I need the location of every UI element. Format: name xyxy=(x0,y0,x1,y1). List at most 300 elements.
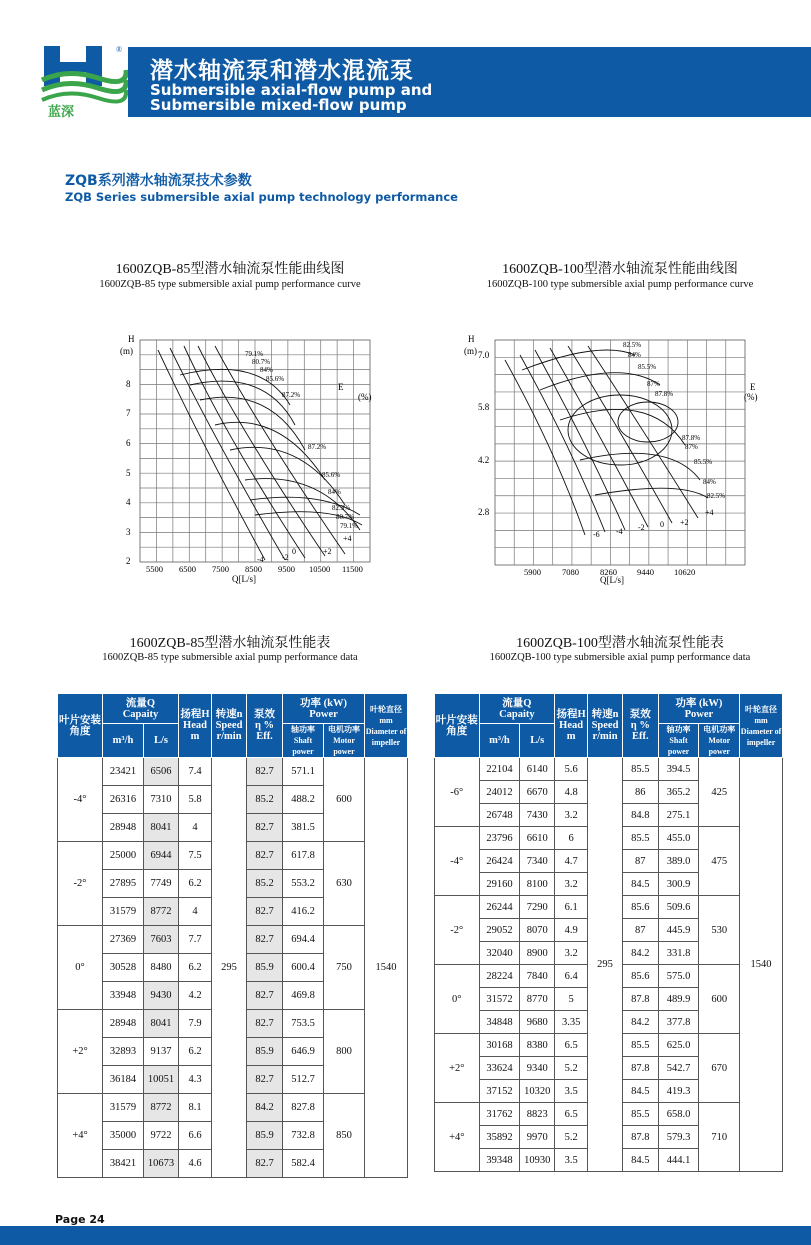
th-power-cn: 功率 (kW) xyxy=(300,697,347,709)
efficiency: 85.2 xyxy=(247,786,283,814)
th-ls: L/s xyxy=(520,724,555,758)
th-head-cn: 扬程H xyxy=(556,709,586,720)
capacity-ls: 10051 xyxy=(144,1066,179,1094)
head: 6.1 xyxy=(555,896,588,919)
table-row xyxy=(435,758,783,781)
shaft-power: 416.2 xyxy=(283,898,324,926)
head: 6.2 xyxy=(179,954,212,982)
chart-right-xlabel: Q[L/s] xyxy=(600,575,624,585)
chart-right-yticks xyxy=(478,350,490,517)
efficiency: 87.8 xyxy=(622,988,658,1011)
angle-label: -2 xyxy=(638,523,645,532)
efficiency: 85.9 xyxy=(247,954,283,982)
capacity-ls: 9137 xyxy=(144,1038,179,1066)
th-capacity-cn: 流量Q xyxy=(125,697,156,709)
capacity-ls: 7340 xyxy=(520,850,555,873)
chart-right-angle-labels xyxy=(593,508,714,539)
y-tick: 4.2 xyxy=(478,455,490,465)
shaft-power: 575.0 xyxy=(658,965,699,988)
shaft-power: 646.9 xyxy=(283,1038,324,1066)
head: 4.7 xyxy=(555,850,588,873)
shaft-power: 509.6 xyxy=(658,896,699,919)
blade-angle: -6° xyxy=(435,758,480,827)
y-tick: 5 xyxy=(126,468,131,478)
th-motor-en: Motor power xyxy=(708,736,731,756)
head: 3.5 xyxy=(555,1080,588,1103)
capacity-m3h: 37152 xyxy=(479,1080,520,1103)
chart-left-elabel-unit: (%) xyxy=(358,392,372,402)
th-eff-sym: η % xyxy=(254,720,275,731)
head: 5.6 xyxy=(555,758,588,781)
shaft-power: 542.7 xyxy=(658,1057,699,1080)
angle-label: -4 xyxy=(616,527,623,536)
shaft-power: 419.3 xyxy=(658,1080,699,1103)
capacity-ls: 7749 xyxy=(144,870,179,898)
motor-power: 670 xyxy=(699,1034,740,1103)
blade-angle: +4° xyxy=(58,1094,103,1178)
x-tick: 5500 xyxy=(146,564,163,574)
head: 7.7 xyxy=(179,926,212,954)
capacity-ls: 8772 xyxy=(144,898,179,926)
th-angle-cn: 叶片安装角度 xyxy=(435,714,478,737)
table-right-title-cn: 1600ZQB-100型潜水轴流泵性能表 xyxy=(516,636,724,651)
eff-label: 84% xyxy=(260,366,273,374)
capacity-ls: 8770 xyxy=(520,988,555,1011)
efficiency: 85.5 xyxy=(622,1103,658,1126)
blade-angle: -2° xyxy=(58,842,103,926)
th-dia-en: Diameter of impeller xyxy=(365,726,407,747)
shaft-power: 331.8 xyxy=(658,942,699,965)
eff-label: 85.6% xyxy=(266,375,285,383)
shaft-power: 617.8 xyxy=(283,842,324,870)
efficiency: 82.7 xyxy=(247,842,283,870)
efficiency: 87 xyxy=(622,850,658,873)
capacity-m3h: 26424 xyxy=(479,850,520,873)
capacity-ls: 8380 xyxy=(520,1034,555,1057)
efficiency: 82.7 xyxy=(247,1010,283,1038)
th-head-en: Head xyxy=(183,720,207,731)
head: 3.2 xyxy=(555,804,588,827)
eff-label: 87% xyxy=(685,443,698,451)
capacity-ls: 7603 xyxy=(144,926,179,954)
eff-label: 80.7% xyxy=(252,358,271,366)
head: 4.2 xyxy=(179,982,212,1010)
blade-angle: -4° xyxy=(435,827,480,896)
th-m3h: m³/h xyxy=(479,724,520,758)
efficiency: 87.8 xyxy=(622,1126,658,1149)
capacity-ls: 8041 xyxy=(144,1010,179,1038)
efficiency: 82.7 xyxy=(247,982,283,1010)
th-shaft-en: Shaft power xyxy=(292,736,314,756)
angle-label: -4 xyxy=(257,555,264,564)
th-eff-cn: 泵效 xyxy=(629,709,651,720)
efficiency: 85.9 xyxy=(247,1038,283,1066)
x-tick: 9440 xyxy=(637,567,654,577)
head: 7.4 xyxy=(179,758,212,786)
x-tick: 8500 xyxy=(245,564,262,574)
shaft-power: 625.0 xyxy=(658,1034,699,1057)
capacity-m3h: 22104 xyxy=(479,758,520,781)
th-dia-en: Diameter of impeller xyxy=(740,726,782,747)
chart-left-title-cn: 1600ZQB-85型潜水轴流泵性能曲线图 xyxy=(115,262,345,277)
head: 5.2 xyxy=(555,1057,588,1080)
head: 5.8 xyxy=(179,786,212,814)
capacity-ls: 8772 xyxy=(144,1094,179,1122)
angle-label: +2 xyxy=(680,518,689,527)
th-ls: L/s xyxy=(144,724,179,758)
motor-power: 750 xyxy=(324,926,365,1010)
th-head-unit: m xyxy=(190,731,200,742)
shaft-power: 389.0 xyxy=(658,850,699,873)
chart-left-xlabel: Q[L/s] xyxy=(232,574,256,584)
x-tick: 8260 xyxy=(600,567,617,577)
eff-label: 87.2% xyxy=(282,391,301,399)
th-dia-cn: 叶轮直径 xyxy=(745,704,778,714)
eff-label: 84% xyxy=(703,478,716,486)
head: 3.5 xyxy=(555,1149,588,1172)
capacity-m3h: 30528 xyxy=(103,954,144,982)
head: 6.5 xyxy=(555,1103,588,1126)
th-capacity-en: Capaity xyxy=(122,708,159,720)
chart-right-title-cn: 1600ZQB-100型潜水轴流泵性能曲线图 xyxy=(502,262,738,277)
shaft-power: 275.1 xyxy=(658,804,699,827)
motor-power: 850 xyxy=(324,1094,365,1178)
angle-label: 0 xyxy=(660,520,664,529)
th-shaft-en: Shaft power xyxy=(667,736,690,756)
efficiency: 84.8 xyxy=(622,804,658,827)
shaft-power: 600.4 xyxy=(283,954,324,982)
y-tick: 5.8 xyxy=(478,402,490,412)
head: 7.9 xyxy=(179,1010,212,1038)
th-motor-cn: 电机功率 xyxy=(703,725,736,734)
efficiency: 87 xyxy=(622,919,658,942)
chart-left-title-en: 1600ZQB-85 type submersible axial pump performance curve xyxy=(99,279,361,290)
capacity-m3h: 30168 xyxy=(479,1034,520,1057)
eff-label: 79.1% xyxy=(245,350,264,358)
th-dia-cn: 叶轮直径 xyxy=(370,704,402,714)
shaft-power: 469.8 xyxy=(283,982,324,1010)
shaft-power: 444.1 xyxy=(658,1149,699,1172)
th-shaft-cn: 轴功率 xyxy=(666,725,691,734)
shaft-power: 582.4 xyxy=(283,1150,324,1178)
eff-label: 79.1% xyxy=(340,522,359,530)
head: 8.1 xyxy=(179,1094,212,1122)
efficiency: 84.5 xyxy=(622,1149,658,1172)
head: 5 xyxy=(555,988,588,1011)
head: 4 xyxy=(179,814,212,842)
efficiency: 82.7 xyxy=(247,926,283,954)
head: 3.35 xyxy=(555,1011,588,1034)
y-tick: 2 xyxy=(126,556,131,566)
shaft-power: 445.9 xyxy=(658,919,699,942)
chart-left xyxy=(100,330,390,590)
performance-table-right xyxy=(434,693,783,1172)
capacity-ls: 7290 xyxy=(520,896,555,919)
capacity-ls: 10930 xyxy=(520,1149,555,1172)
capacity-m3h: 31762 xyxy=(479,1103,520,1126)
x-tick: 10500 xyxy=(309,564,331,574)
page-number: Page 24 xyxy=(55,1213,105,1226)
y-tick: 4 xyxy=(126,497,131,507)
chart-right-elabel-unit: (%) xyxy=(744,392,758,402)
eff-label: 87.8% xyxy=(682,434,701,442)
th-speed-cn: 转速n xyxy=(591,709,619,720)
angle-label: +4 xyxy=(343,534,352,543)
footer-bar xyxy=(0,1226,811,1245)
efficiency: 85.5 xyxy=(622,758,658,781)
head: 4.9 xyxy=(555,919,588,942)
th-capacity-en: Capaity xyxy=(499,708,535,720)
y-tick: 2.8 xyxy=(478,507,490,517)
table-left-title-en: 1600ZQB-85 type submersible axial pump performance data xyxy=(102,652,358,663)
capacity-m3h: 33948 xyxy=(103,982,144,1010)
capacity-ls: 8041 xyxy=(144,814,179,842)
efficiency: 82.7 xyxy=(247,814,283,842)
efficiency: 85.5 xyxy=(622,1034,658,1057)
capacity-ls: 10673 xyxy=(144,1150,179,1178)
chart-left-grid xyxy=(140,340,370,562)
th-capacity-cn: 流量Q xyxy=(502,697,532,709)
shaft-power: 579.3 xyxy=(658,1126,699,1149)
capacity-m3h: 28948 xyxy=(103,1010,144,1038)
th-shaft-cn: 轴功率 xyxy=(291,725,315,734)
capacity-ls: 6506 xyxy=(144,758,179,786)
shaft-power: 732.8 xyxy=(283,1122,324,1150)
capacity-m3h: 31579 xyxy=(103,898,144,926)
efficiency: 82.7 xyxy=(247,898,283,926)
capacity-ls: 6670 xyxy=(520,781,555,804)
th-power-en: Power xyxy=(309,708,338,720)
performance-table-left xyxy=(57,693,408,1178)
shaft-power: 658.0 xyxy=(658,1103,699,1126)
capacity-m3h: 28948 xyxy=(103,814,144,842)
capacity-m3h: 31572 xyxy=(479,988,520,1011)
head: 6.6 xyxy=(179,1122,212,1150)
shaft-power: 365.2 xyxy=(658,781,699,804)
chart-right-eff-labels xyxy=(623,341,725,500)
efficiency: 85.9 xyxy=(247,1122,283,1150)
th-head-en: Head xyxy=(559,720,584,731)
x-tick: 6500 xyxy=(179,564,196,574)
efficiency: 82.7 xyxy=(247,758,283,786)
chart-right-elabel: E xyxy=(750,382,756,392)
efficiency: 87.8 xyxy=(622,1057,658,1080)
capacity-m3h: 24012 xyxy=(479,781,520,804)
motor-power: 710 xyxy=(699,1103,740,1172)
th-motor-cn: 电机功率 xyxy=(328,725,360,734)
capacity-m3h: 29052 xyxy=(479,919,520,942)
x-tick: 5900 xyxy=(524,567,541,577)
company-logo xyxy=(38,40,128,120)
th-speed-unit: r/min xyxy=(592,731,618,742)
section-title-en: ZQB Series submersible axial pump technology performance xyxy=(65,190,458,204)
capacity-m3h: 28224 xyxy=(479,965,520,988)
capacity-m3h: 35000 xyxy=(103,1122,144,1150)
shaft-power: 489.9 xyxy=(658,988,699,1011)
capacity-ls: 10320 xyxy=(520,1080,555,1103)
head: 6.2 xyxy=(179,870,212,898)
head: 6.2 xyxy=(179,1038,212,1066)
capacity-m3h: 33624 xyxy=(479,1057,520,1080)
eff-label: 87.2% xyxy=(308,443,327,451)
capacity-m3h: 29160 xyxy=(479,873,520,896)
capacity-ls: 7310 xyxy=(144,786,179,814)
header-title-en-1: Submersible axial-flow pump and xyxy=(150,81,433,99)
th-dia-unit: mm xyxy=(754,715,768,725)
table-left-title-cn: 1600ZQB-85型潜水轴流泵性能表 xyxy=(129,636,331,651)
capacity-m3h: 38421 xyxy=(103,1150,144,1178)
eff-label: 84% xyxy=(328,488,341,496)
motor-power: 800 xyxy=(324,1010,365,1094)
shaft-power: 827.8 xyxy=(283,1094,324,1122)
y-tick: 3 xyxy=(126,527,131,537)
y-tick: 6 xyxy=(126,438,131,448)
capacity-ls: 9430 xyxy=(144,982,179,1010)
capacity-ls: 9680 xyxy=(520,1011,555,1034)
motor-power: 530 xyxy=(699,896,740,965)
th-head-cn: 扬程H xyxy=(180,709,210,720)
efficiency: 84.5 xyxy=(622,873,658,896)
speed: 295 xyxy=(212,758,247,1178)
chart-left-yticks xyxy=(126,379,131,566)
shaft-power: 300.9 xyxy=(658,873,699,896)
capacity-m3h: 26316 xyxy=(103,786,144,814)
x-tick: 11500 xyxy=(342,564,363,574)
capacity-ls: 6140 xyxy=(520,758,555,781)
chart-right-ylabel: H xyxy=(468,334,475,344)
motor-power: 600 xyxy=(699,965,740,1034)
y-tick: 7 xyxy=(126,408,131,418)
th-eff-en: Eff. xyxy=(256,731,273,742)
th-m3h: m³/h xyxy=(103,724,144,758)
eff-label: 87.8% xyxy=(655,390,674,398)
eff-label: 82.5% xyxy=(707,492,726,500)
shaft-power: 488.2 xyxy=(283,786,324,814)
y-tick: 7.0 xyxy=(478,350,490,360)
th-head-unit: m xyxy=(566,731,576,742)
shaft-power: 377.8 xyxy=(658,1011,699,1034)
eff-label: 85.5% xyxy=(694,458,713,466)
head: 5.2 xyxy=(555,1126,588,1149)
efficiency: 85.5 xyxy=(622,827,658,850)
blade-angle: +4° xyxy=(435,1103,480,1172)
shaft-power: 381.5 xyxy=(283,814,324,842)
angle-label: +4 xyxy=(705,508,714,517)
capacity-m3h: 25000 xyxy=(103,842,144,870)
motor-power: 475 xyxy=(699,827,740,896)
capacity-m3h: 31579 xyxy=(103,1094,144,1122)
x-tick: 7080 xyxy=(562,567,579,577)
angle-label: +2 xyxy=(323,547,332,556)
blade-angle: +2° xyxy=(58,1010,103,1094)
table-right-title-en: 1600ZQB-100 type submersible axial pump performance data xyxy=(489,652,751,663)
header-title-en-2: Submersible mixed-flow pump xyxy=(150,96,407,114)
eff-label: 85.6% xyxy=(322,471,341,479)
svg-text:®: ® xyxy=(116,45,123,54)
capacity-m3h: 26244 xyxy=(479,896,520,919)
capacity-m3h: 32040 xyxy=(479,942,520,965)
efficiency: 85.2 xyxy=(247,870,283,898)
logo-text: 蓝深 xyxy=(48,104,75,119)
shaft-power: 753.5 xyxy=(283,1010,324,1038)
th-motor-en: Motor power xyxy=(333,736,355,756)
th-dia-unit: mm xyxy=(379,715,393,725)
blade-angle: 0° xyxy=(58,926,103,1010)
chart-right xyxy=(460,330,780,585)
shaft-power: 694.4 xyxy=(283,926,324,954)
capacity-ls: 7840 xyxy=(520,965,555,988)
efficiency: 85.6 xyxy=(622,896,658,919)
capacity-ls: 9340 xyxy=(520,1057,555,1080)
th-power-cn: 功率 (kW) xyxy=(675,697,723,709)
eff-label: 82.3% xyxy=(332,504,351,512)
head: 6.4 xyxy=(555,965,588,988)
efficiency: 84.2 xyxy=(622,1011,658,1034)
efficiency: 82.7 xyxy=(247,1150,283,1178)
th-eff-en: Eff. xyxy=(631,731,649,742)
motor-power: 630 xyxy=(324,842,365,926)
th-speed-unit: r/min xyxy=(216,731,242,742)
impeller-diameter: 1540 xyxy=(365,758,408,1178)
th-angle-cn: 叶片安装角度 xyxy=(59,714,101,737)
capacity-ls: 8100 xyxy=(520,873,555,896)
angle-label: -2 xyxy=(282,553,289,562)
efficiency: 85.6 xyxy=(622,965,658,988)
eff-label: 84% xyxy=(628,351,641,359)
chart-left-ylabel: H xyxy=(128,334,135,344)
head: 7.5 xyxy=(179,842,212,870)
efficiency: 84.2 xyxy=(247,1094,283,1122)
capacity-ls: 8900 xyxy=(520,942,555,965)
capacity-ls: 7430 xyxy=(520,804,555,827)
th-speed-en: Speed xyxy=(215,720,243,731)
th-eff-cn: 泵效 xyxy=(254,709,275,720)
capacity-ls: 8070 xyxy=(520,919,555,942)
chart-left-curves xyxy=(158,346,362,560)
chart-left-ylabel-unit: (m) xyxy=(120,346,133,356)
capacity-ls: 8480 xyxy=(144,954,179,982)
blade-angle: -4° xyxy=(58,758,103,842)
capacity-ls: 9722 xyxy=(144,1122,179,1150)
impeller-diameter: 1540 xyxy=(740,758,783,1172)
blade-angle: +2° xyxy=(435,1034,480,1103)
eff-label: 87% xyxy=(647,380,660,388)
th-speed-cn: 转速n xyxy=(215,709,243,720)
capacity-m3h: 34848 xyxy=(479,1011,520,1034)
shaft-power: 455.0 xyxy=(658,827,699,850)
shaft-power: 394.5 xyxy=(658,758,699,781)
capacity-m3h: 27369 xyxy=(103,926,144,954)
head: 4.3 xyxy=(179,1066,212,1094)
motor-power: 425 xyxy=(699,758,740,827)
shaft-power: 553.2 xyxy=(283,870,324,898)
head: 6 xyxy=(555,827,588,850)
th-speed-en: Speed xyxy=(591,720,619,731)
th-eff-sym: η % xyxy=(630,720,650,731)
eff-label: 85.5% xyxy=(638,363,657,371)
capacity-m3h: 23796 xyxy=(479,827,520,850)
capacity-m3h: 36184 xyxy=(103,1066,144,1094)
capacity-ls: 8823 xyxy=(520,1103,555,1126)
head: 4.8 xyxy=(555,781,588,804)
chart-right-title-en: 1600ZQB-100 type submersible axial pump performance curve xyxy=(486,279,754,290)
blade-angle: 0° xyxy=(435,965,480,1034)
y-tick: 8 xyxy=(126,379,131,389)
capacity-m3h: 23421 xyxy=(103,758,144,786)
x-tick: 7500 xyxy=(212,564,229,574)
efficiency: 84.5 xyxy=(622,1080,658,1103)
angle-label: 0 xyxy=(292,547,296,556)
